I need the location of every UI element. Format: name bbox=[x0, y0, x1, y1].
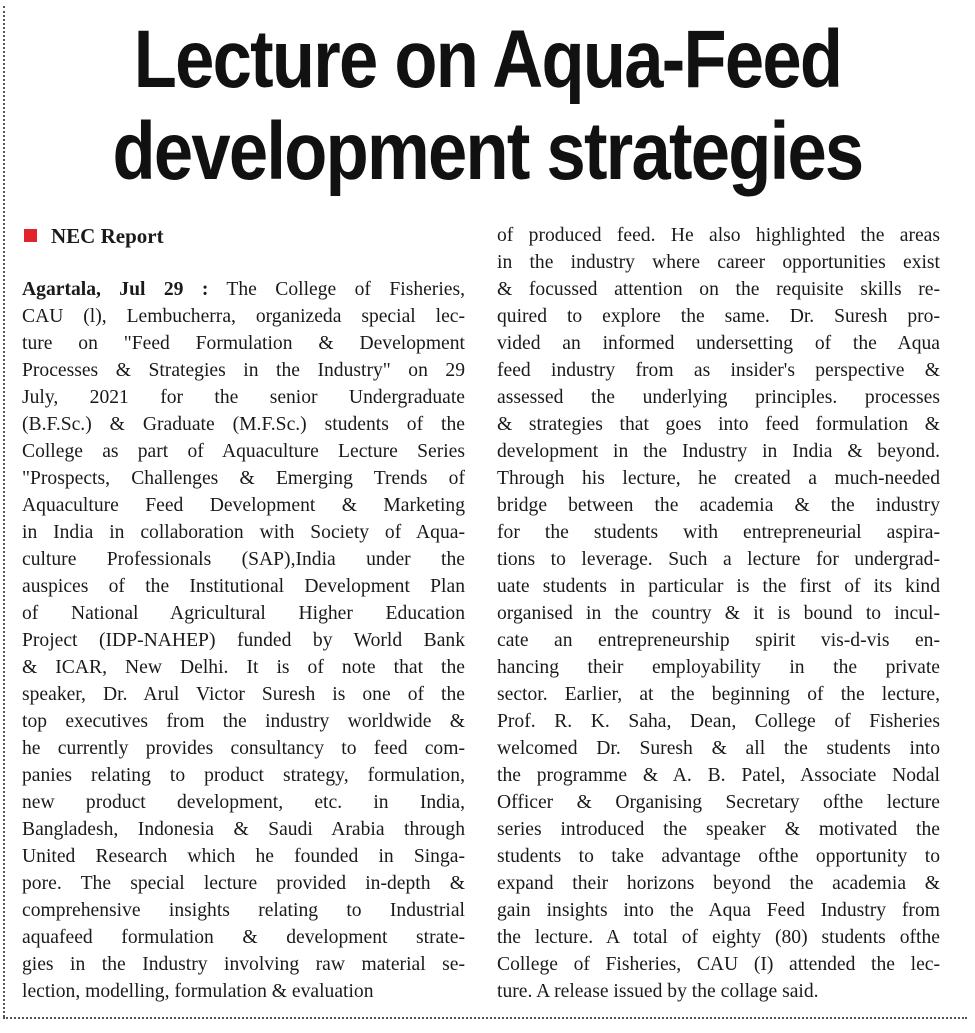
article-line bbox=[22, 762, 465, 789]
article-line bbox=[497, 708, 940, 735]
article-line bbox=[22, 681, 465, 708]
article-line bbox=[497, 897, 940, 924]
article-line bbox=[497, 519, 940, 546]
article-line bbox=[22, 735, 465, 762]
article-line bbox=[22, 411, 465, 438]
article-line-text: College as part of Aquaculture Lecture Series bbox=[22, 441, 465, 462]
article-line bbox=[22, 789, 465, 816]
article-line bbox=[22, 978, 465, 1005]
article-line-text: development in the Industry in India & beyond. bbox=[497, 441, 940, 462]
article-line-text: gain insights into the Aqua Feed Industry from bbox=[497, 900, 940, 921]
article-line bbox=[497, 978, 940, 1005]
article-line-text: ture. A release issued by the collage said. bbox=[497, 981, 819, 1002]
headline-line-1: Lecture on Aqua-Feed bbox=[133, 14, 842, 105]
article-line bbox=[497, 924, 940, 951]
article-line bbox=[22, 276, 465, 303]
article-line bbox=[497, 627, 940, 654]
left-dotted-border bbox=[3, 6, 5, 1017]
article-line-text: of produced feed. He also highlighted the areas bbox=[497, 225, 940, 246]
article-line-text: United Research which he founded in Singa- bbox=[22, 846, 465, 867]
article-line bbox=[497, 546, 940, 573]
article-line-text: speaker, Dr. Arul Victor Suresh is one of the bbox=[22, 684, 465, 705]
article-line bbox=[497, 600, 940, 627]
article-line bbox=[22, 384, 465, 411]
article-line-text: the lecture. A total of eighty (80) students ofthe bbox=[497, 927, 940, 948]
article-column-left bbox=[22, 276, 465, 1005]
article-line-text: Aquaculture Feed Development & Marketing bbox=[22, 495, 465, 516]
article-line-text: auspices of the Institutional Development Plan bbox=[22, 576, 465, 597]
article-line bbox=[22, 573, 465, 600]
article-line-text: The College of Fisheries, bbox=[226, 279, 465, 300]
article-line-text: series introduced the speaker & motivated the bbox=[497, 819, 940, 840]
article-line-text: Officer & Organising Secretary ofthe lecture bbox=[497, 792, 940, 813]
article-line-text: Processes & Strategies in the Industry" on 29 bbox=[22, 360, 465, 381]
article-line-text: aquafeed formulation & development strate- bbox=[22, 927, 465, 948]
article-line bbox=[497, 654, 940, 681]
red-square-bullet-icon bbox=[24, 229, 37, 242]
article-line bbox=[22, 870, 465, 897]
article-line bbox=[22, 627, 465, 654]
article-line-text: culture Professionals (SAP),India under the bbox=[22, 549, 465, 570]
article-line bbox=[497, 816, 940, 843]
headline-line-2: development strategies bbox=[112, 106, 863, 197]
article-line-text: organised in the country & it is bound to incul- bbox=[497, 603, 940, 624]
article-line bbox=[22, 357, 465, 384]
article-line-text: sector. Earlier, at the beginning of the lecture, bbox=[497, 684, 940, 705]
article-line bbox=[22, 816, 465, 843]
article-line-text: panies relating to product strategy, formulation, bbox=[22, 765, 465, 786]
article-line-text: gies in the Industry involving raw material se- bbox=[22, 954, 465, 975]
article-line-text: for the students with entrepreneurial aspira- bbox=[497, 522, 940, 543]
article-line-text: College of Fisheries, CAU (I) attended the lec- bbox=[497, 954, 940, 975]
article-line bbox=[497, 843, 940, 870]
byline-text: NEC Report bbox=[51, 224, 164, 248]
article-line bbox=[22, 897, 465, 924]
article-line-text: expand their horizons beyond the academia & bbox=[497, 873, 940, 894]
article-line bbox=[22, 330, 465, 357]
article-line bbox=[22, 654, 465, 681]
article-line-text: Bangladesh, Indonesia & Saudi Arabia through bbox=[22, 819, 465, 840]
article-line bbox=[497, 276, 940, 303]
article-line-text: new product development, etc. in India, bbox=[22, 792, 465, 813]
article-line bbox=[497, 465, 940, 492]
article-line-text: welcomed Dr. Suresh & all the students into bbox=[497, 738, 940, 759]
article-line bbox=[22, 708, 465, 735]
article-line bbox=[497, 735, 940, 762]
article-line bbox=[22, 951, 465, 978]
article-line-text: the programme & A. B. Patel, Associate Nodal bbox=[497, 765, 940, 786]
article-line-text: (B.F.Sc.) & Graduate (M.F.Sc.) students of the bbox=[22, 414, 465, 435]
article-line-text: he currently provides consultancy to feed com- bbox=[22, 738, 465, 759]
article-line-text: of National Agricultural Higher Education bbox=[22, 603, 465, 624]
article-line bbox=[497, 411, 940, 438]
article-line-text: cate an entrepreneurship spirit vis-d-vis en- bbox=[497, 630, 940, 651]
article-line bbox=[22, 465, 465, 492]
article-line bbox=[497, 951, 940, 978]
article-line-text: top executives from the industry worldwide & bbox=[22, 711, 465, 732]
article-line-text: Through his lecture, he created a much-needed bbox=[497, 468, 940, 489]
article-line-text: Prof. R. K. Saha, Dean, College of Fisheries bbox=[497, 711, 940, 732]
article-column-right bbox=[497, 222, 940, 1005]
article-line bbox=[22, 843, 465, 870]
article-line bbox=[22, 303, 465, 330]
article-line-text: vided an informed undersetting of the Aqua bbox=[497, 333, 940, 354]
article-line-text: uate students in particular is the first of its kind bbox=[497, 576, 940, 597]
article-line-text: & focussed attention on the requisite skills re- bbox=[497, 279, 940, 300]
article-line bbox=[497, 762, 940, 789]
article-line-text: & strategies that goes into feed formulation & bbox=[497, 414, 940, 435]
article-line-text: lection, modelling, formulation & evaluation bbox=[22, 981, 374, 1002]
article-line bbox=[22, 519, 465, 546]
article-line bbox=[497, 492, 940, 519]
article-line-text: bridge between the academia & the industry bbox=[497, 495, 940, 516]
article-line-text: hancing their employability in the private bbox=[497, 657, 940, 678]
article-line-text: feed industry from as insider's perspective & bbox=[497, 360, 940, 381]
article-line-text: tions to leverage. Such a lecture for undergrad- bbox=[497, 549, 940, 570]
article-line-text: pore. The special lecture provided in-depth & bbox=[22, 873, 465, 894]
article-line bbox=[497, 330, 940, 357]
article-line-text: ture on "Feed Formulation & Development bbox=[22, 333, 465, 354]
article-line bbox=[497, 438, 940, 465]
article-line bbox=[497, 357, 940, 384]
article-line bbox=[497, 789, 940, 816]
article-line bbox=[497, 870, 940, 897]
byline bbox=[24, 222, 164, 250]
article-line-text: quired to explore the same. Dr. Suresh pro- bbox=[497, 306, 940, 327]
article-line-text: students to take advantage ofthe opportunity to bbox=[497, 846, 940, 867]
article-line-text: CAU (l), Lembucherra, organizeda special lec- bbox=[22, 306, 465, 327]
article-line-text: assessed the underlying principles. processes bbox=[497, 387, 940, 408]
article-line-text: Project (IDP-NAHEP) funded by World Bank bbox=[22, 630, 465, 651]
article-line bbox=[497, 384, 940, 411]
article-line-text: in India in collaboration with Society of Aqua- bbox=[22, 522, 465, 543]
article-line bbox=[497, 222, 940, 249]
article-line bbox=[22, 924, 465, 951]
article-line-text: comprehensive insights relating to Industrial bbox=[22, 900, 465, 921]
article-line bbox=[497, 303, 940, 330]
article-line bbox=[497, 681, 940, 708]
article-line bbox=[22, 492, 465, 519]
bottom-dotted-border bbox=[3, 1017, 967, 1019]
article-line bbox=[22, 546, 465, 573]
article-line bbox=[497, 573, 940, 600]
article-line bbox=[497, 249, 940, 276]
article-line-text: July, 2021 for the senior Undergraduate bbox=[22, 387, 465, 408]
article-line-text: "Prospects, Challenges & Emerging Trends of bbox=[22, 468, 465, 489]
article-line-text: & ICAR, New Delhi. It is of note that the bbox=[22, 657, 465, 678]
article-line bbox=[22, 438, 465, 465]
article-line-text: in the industry where career opportunities exist bbox=[497, 252, 940, 273]
dateline: Agartala, Jul 29 : bbox=[22, 279, 209, 300]
article-line bbox=[22, 600, 465, 627]
